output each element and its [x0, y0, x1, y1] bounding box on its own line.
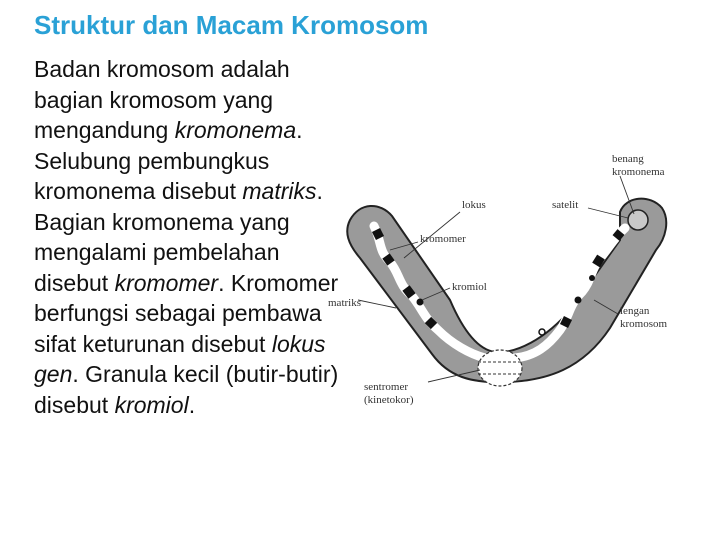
- paragraph-segment: . Bagian kromonema yang mengalami pembelahan disebut: [34, 178, 323, 296]
- term-lokus-gen: lokus gen: [34, 330, 326, 387]
- chromiole-granule: [539, 329, 545, 335]
- term-matriks: matriks: [242, 178, 317, 204]
- term-kromomer: kromomer: [114, 269, 219, 296]
- label-kromomer: kromomer: [420, 233, 466, 245]
- label-kromonema: kromonema: [612, 166, 665, 178]
- label-kromiol: kromiol: [452, 281, 487, 293]
- leader-line-matriks: [358, 300, 396, 308]
- satellite-shape: [628, 210, 648, 230]
- paragraph-segment: .: [188, 391, 196, 418]
- label-benang: benang: [612, 153, 644, 165]
- chromiole-granule: [589, 275, 595, 281]
- term-kromonema: kromonema: [174, 117, 297, 143]
- paragraph-segment: . Kromomer berfungsi sebagai pembawa sifat keturunan disebut: [34, 269, 339, 357]
- label-matriks: matriks: [328, 297, 361, 309]
- label-kromosom: kromosom: [620, 318, 668, 330]
- paragraph-segment: . Selubung pembungkus kromonema disebut: [34, 117, 303, 204]
- slide-title: Struktur dan Macam Kromosom: [34, 10, 429, 40]
- label-satelit: satelit: [552, 199, 579, 211]
- centromere-region: [478, 350, 522, 386]
- paragraph-segment: . Granula kecil (butir-butir) disebut: [34, 361, 339, 418]
- chromiole-granule: [575, 297, 582, 304]
- label-sentromer: sentromer: [364, 381, 408, 393]
- chromosome-diagram: [320, 150, 700, 420]
- paragraph-segment: Badan kromosom adalah bagian kromosom yang mengandung: [34, 56, 290, 143]
- term-kromiol: kromiol: [114, 391, 189, 418]
- label-kinetokor: (kinetokor): [364, 394, 414, 406]
- label-lengan: lengan: [620, 305, 650, 317]
- body-paragraph: [34, 54, 344, 420]
- label-lokus: lokus: [462, 199, 486, 211]
